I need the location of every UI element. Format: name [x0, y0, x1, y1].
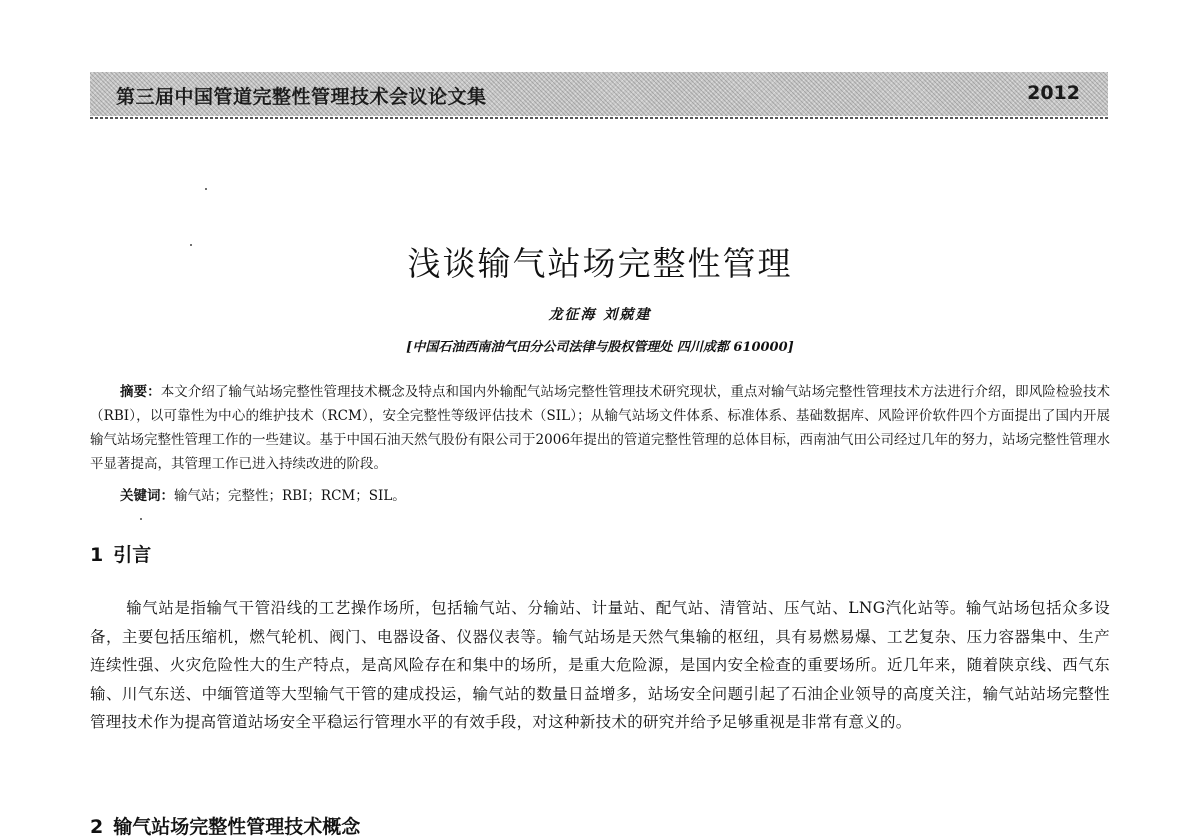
section-number: 1	[90, 544, 104, 566]
section-1-body	[90, 594, 1110, 737]
keywords-label: 关键词：	[120, 488, 174, 504]
section-title: 引言	[113, 544, 152, 566]
section-1-paragraph: 输气站是指输气干管沿线的工艺操作场所，包括输气站、分输站、计量站、配气站、清管站、压气站、LNG汽化站等。输气站场包括众多设备，主要包括压缩机，燃气轮机、阀门、电器设备、仪器仪表等。输气站场是天然气集输的枢纽，具有易燃易爆、工艺复杂、压力容器集中、生产连续性强、火灾危险性大的生产特点，是高风险存在和集中的场所，是重大危险源，是国内安全检查的重要场所。近几年来，随着陕京线、西气东输、川气东送、中缅管道等大型输气干管的建成投运，输气站的数量日益增多，站场安全问题引起了石油企业领导的高度关注，输气站站场完整性管理技术作为提高管道站场安全平稳运行管理水平的有效手段，对这种新技术的研究并给予足够重视是非常有意义的。	[90, 599, 1110, 731]
section-number: 2	[90, 816, 104, 838]
section-heading-1	[90, 540, 151, 567]
paper-title: 浅谈输气站场完整性管理	[407, 244, 793, 283]
section-heading-2	[90, 812, 360, 839]
paper-affiliation: [中国石油西南油气田分公司法律与股权管理处 四川成都 610000]	[406, 340, 794, 355]
scan-speck	[140, 518, 142, 520]
abstract-label: 摘要：	[120, 384, 161, 400]
keywords-text: 输气站；完整性；RBI；RCM；SIL。	[174, 488, 406, 504]
abstract-text: 本文介绍了输气站场完整性管理技术概念及特点和国内外输配气站场完整性管理技术研究现状，重点对输气站场完整性管理技术方法进行介绍，即风险检验技术（RBI），以可靠性为中心的维护技术（RCM），安全完整性等级评估技术（SIL）；从输气站场文件体系、标准体系、基础数据库、风险评价软件四个方面提出了国内开展输气站场完整性管理工作的一些建议。基于中国石油天然气股份有限公司于2006年提出的管道完整性管理的总体目标，西南油气田公司经过几年的努力，站场完整性管理水平显著提高，其管理工作已进入持续改进的阶段。	[90, 384, 1111, 472]
paper-authors: 龙征海 刘兢建	[548, 307, 652, 323]
header-rule	[90, 117, 1108, 119]
scan-speck	[205, 188, 207, 190]
running-header	[90, 72, 1108, 116]
abstract	[90, 380, 1110, 476]
proceedings-title: 第三届中国管道完整性管理技术会议论文集	[116, 86, 487, 108]
proceedings-year: 2012	[1027, 82, 1080, 104]
section-title: 输气站场完整性管理技术概念	[113, 816, 361, 838]
keywords	[120, 484, 406, 508]
